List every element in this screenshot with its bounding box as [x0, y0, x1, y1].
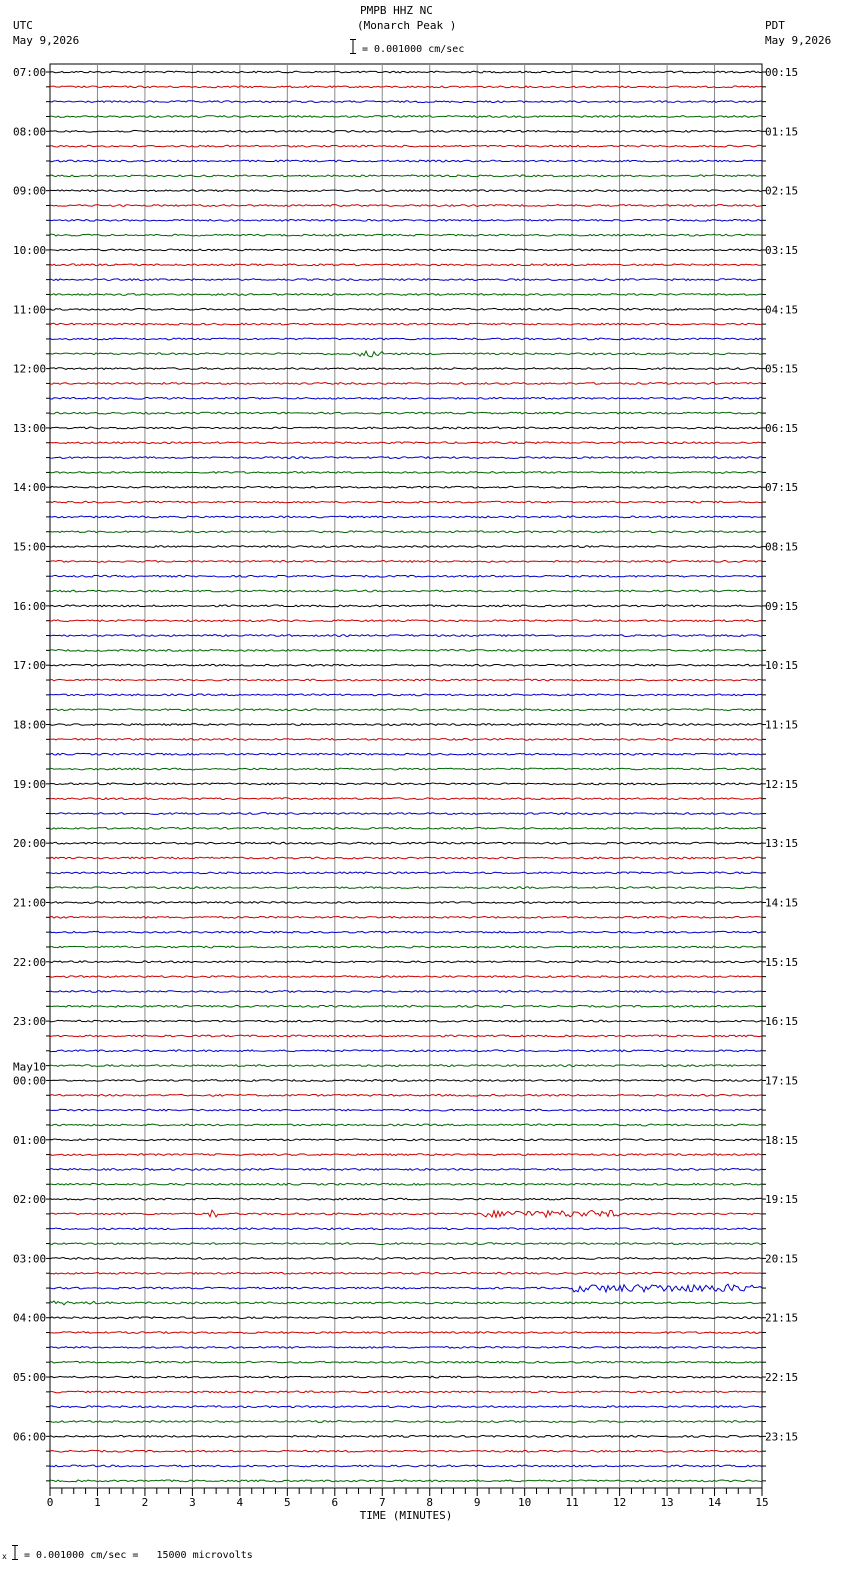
right-hour-label: 00:15	[765, 66, 799, 79]
seismic-trace	[50, 1139, 762, 1141]
seismic-trace	[50, 116, 762, 118]
seismic-trace	[50, 234, 762, 236]
seismic-trace	[50, 679, 762, 681]
seismic-trace	[50, 383, 762, 385]
seismic-trace	[50, 294, 762, 296]
seismic-trace	[50, 813, 762, 815]
seismic-trace	[50, 1317, 762, 1319]
left-hour-label: 09:00	[13, 184, 47, 198]
right-hour-label: 10:15	[765, 659, 799, 673]
seismic-trace	[50, 605, 762, 607]
right-hour-label: 12:15	[765, 777, 799, 791]
x-tick-label: 12	[612, 1496, 627, 1509]
seismic-trace	[50, 575, 762, 577]
seismic-trace	[50, 991, 762, 993]
scale-bar-icon	[350, 39, 356, 55]
seismic-trace	[50, 501, 762, 503]
seismic-trace	[50, 1465, 762, 1467]
seismic-trace	[50, 1421, 762, 1423]
left-hour-label: 10:00	[13, 243, 47, 257]
x-tick-label: 2	[141, 1496, 149, 1509]
footer-marker: x	[2, 1552, 7, 1561]
seismic-trace	[50, 130, 762, 132]
seismic-trace	[50, 1332, 762, 1334]
seismic-trace	[50, 323, 762, 325]
seismic-trace	[50, 412, 762, 414]
seismic-trace	[50, 1284, 762, 1292]
seismic-trace	[50, 427, 762, 429]
left-hour-label: 02:00	[13, 1193, 47, 1207]
right-hour-label: 01:15	[765, 125, 799, 139]
seismic-trace	[50, 709, 762, 711]
right-hour-label: 13:15	[765, 837, 799, 851]
seismic-trace	[50, 1080, 762, 1082]
left-hour-label: 03:00	[13, 1252, 47, 1266]
left-hour-label: 01:00	[13, 1133, 47, 1147]
x-tick-label: 11	[565, 1496, 579, 1509]
left-hour-label: 13:00	[13, 421, 47, 435]
seismic-trace	[50, 264, 762, 266]
seismic-trace	[50, 71, 762, 73]
seismic-trace	[50, 1210, 762, 1217]
seismic-trace	[50, 397, 762, 399]
seismic-trace	[50, 857, 762, 859]
right-hour-label: 06:15	[765, 421, 799, 435]
left-hour-label: 11:00	[13, 303, 47, 317]
seismic-trace	[50, 783, 762, 785]
seismic-trace	[50, 1272, 762, 1274]
x-tick-label: 1	[94, 1496, 101, 1509]
seismic-trace	[50, 1346, 762, 1348]
seismic-trace	[50, 249, 762, 251]
seismic-trace	[50, 887, 762, 889]
footer-scale-text: = 0.001000 cm/sec = 15000 microvolts	[24, 1550, 253, 1561]
right-hour-label: 05:15	[765, 362, 799, 376]
seismic-trace	[50, 279, 762, 281]
seismic-trace	[50, 590, 762, 592]
x-tick-label: 14	[707, 1496, 722, 1509]
seismic-trace	[50, 175, 762, 177]
seismic-trace	[50, 1391, 762, 1393]
seismic-trace	[50, 1301, 762, 1305]
seismic-trace	[50, 649, 762, 651]
seismic-trace	[50, 1124, 762, 1126]
seismic-trace	[50, 205, 762, 207]
footer-scale-bar-icon	[12, 1545, 18, 1561]
right-hour-label: 07:15	[765, 481, 799, 495]
seismic-trace	[50, 1258, 762, 1260]
seismic-trace	[50, 442, 762, 444]
left-hour-label: 22:00	[13, 955, 47, 969]
seismic-trace	[50, 351, 762, 357]
seismic-trace	[50, 531, 762, 533]
seismic-trace	[50, 145, 762, 147]
seismic-trace	[50, 160, 762, 162]
seismic-trace	[50, 827, 762, 829]
seismic-trace	[50, 190, 762, 192]
left-hour-label: 17:00	[13, 659, 47, 673]
left-hour-label: 08:00	[13, 125, 47, 139]
left-hour-label: 20:00	[13, 837, 47, 851]
seismic-trace	[50, 1020, 762, 1022]
x-tick-label: 10	[518, 1496, 532, 1509]
seismic-trace	[50, 1065, 762, 1067]
right-hour-label: 23:15	[765, 1430, 799, 1444]
plot-frame	[50, 64, 762, 1488]
seismic-trace	[50, 1406, 762, 1408]
seismic-trace	[50, 635, 762, 637]
seismic-trace	[50, 1198, 762, 1200]
left-hour-label: 05:00	[13, 1371, 47, 1385]
left-hour-label: 23:00	[13, 1015, 47, 1029]
right-hour-label: 18:15	[765, 1133, 799, 1147]
seismic-trace	[50, 664, 762, 666]
left-hour-label: 15:00	[13, 540, 47, 554]
right-hour-label: 03:15	[765, 243, 799, 257]
seismic-trace	[50, 724, 762, 726]
left-hour-label: 12:00	[13, 362, 47, 376]
seismic-trace	[50, 219, 762, 221]
left-hour-label: 14:00	[13, 481, 47, 495]
x-tick-label: 8	[426, 1496, 434, 1509]
x-tick-label: 0	[46, 1496, 54, 1509]
right-timezone: PDT	[765, 19, 785, 32]
seismic-trace	[50, 931, 762, 933]
right-hour-label: 21:15	[765, 1311, 799, 1325]
x-tick-label: 13	[660, 1496, 674, 1509]
seismic-trace	[50, 1094, 762, 1096]
date-change-label: May10	[13, 1060, 47, 1074]
seismic-trace	[50, 902, 762, 904]
right-hour-label: 19:15	[765, 1193, 799, 1207]
x-tick-label: 4	[236, 1496, 244, 1509]
seismic-trace	[50, 86, 762, 88]
seismic-trace	[50, 1109, 762, 1111]
x-axis-label: TIME (MINUTES)	[359, 1509, 453, 1522]
seismic-trace	[50, 560, 762, 562]
seismic-trace	[50, 1243, 762, 1245]
station-location: (Monarch Peak )	[357, 19, 457, 32]
seismic-trace	[50, 842, 762, 844]
seismic-trace	[50, 546, 762, 548]
right-hour-label: 11:15	[765, 718, 799, 732]
left-hour-label: 16:00	[13, 599, 47, 613]
right-hour-label: 17:15	[765, 1074, 799, 1088]
x-tick-label: 5	[284, 1496, 291, 1509]
seismic-trace	[50, 1183, 762, 1185]
x-tick-label: 3	[189, 1496, 196, 1509]
x-tick-label: 7	[378, 1496, 386, 1509]
seismic-trace	[50, 368, 762, 370]
seismic-trace	[50, 1361, 762, 1363]
station-title: PMPB HHZ NC	[360, 4, 433, 17]
left-timezone: UTC	[13, 19, 33, 32]
seismic-trace	[50, 798, 762, 800]
seismic-trace	[50, 738, 762, 740]
x-tick-label: 6	[331, 1496, 339, 1509]
left-hour-label: 21:00	[13, 896, 47, 910]
seismic-trace	[50, 768, 762, 770]
right-hour-label: 09:15	[765, 599, 799, 613]
right-hour-label: 20:15	[765, 1252, 799, 1266]
seismic-trace	[50, 1228, 762, 1230]
seismic-trace	[50, 976, 762, 978]
seismic-trace	[50, 916, 762, 918]
scale-text: = 0.001000 cm/sec	[362, 44, 465, 55]
right-hour-label: 04:15	[765, 303, 799, 317]
left-hour-label: 18:00	[13, 718, 47, 732]
seismic-trace	[50, 1005, 762, 1007]
seismic-trace	[50, 1035, 762, 1037]
x-tick-label: 9	[473, 1496, 481, 1509]
seismic-trace	[50, 472, 762, 474]
seismic-trace	[50, 1050, 762, 1052]
seismic-trace	[50, 753, 762, 755]
seismic-trace	[50, 694, 762, 696]
right-date: May 9,2026	[765, 34, 832, 47]
seismic-trace	[50, 516, 762, 518]
right-hour-label: 14:15	[765, 896, 799, 910]
seismic-trace	[50, 961, 762, 963]
seismic-trace	[50, 1480, 762, 1482]
seismic-trace	[50, 457, 762, 459]
x-tick-label: 15	[755, 1496, 769, 1509]
right-hour-label: 02:15	[765, 184, 799, 198]
seismic-trace	[50, 1169, 762, 1171]
right-hour-label: 22:15	[765, 1371, 799, 1385]
left-hour-label: 07:00	[13, 66, 47, 79]
seismic-trace	[50, 946, 762, 948]
seismic-trace	[50, 1376, 762, 1378]
left-hour-label: 00:00	[13, 1074, 47, 1088]
right-hour-label: 16:15	[765, 1015, 799, 1029]
left-hour-label: 04:00	[13, 1311, 47, 1325]
seismic-trace	[50, 1450, 762, 1452]
seismic-trace	[50, 101, 762, 103]
seismic-trace	[50, 620, 762, 622]
seismic-trace	[50, 1154, 762, 1156]
seismic-trace	[50, 872, 762, 874]
left-hour-label: 19:00	[13, 777, 47, 791]
seismic-trace	[50, 338, 762, 340]
right-hour-label: 15:15	[765, 955, 799, 969]
seismic-trace	[50, 308, 762, 310]
left-date: May 9,2026	[13, 34, 80, 47]
seismic-trace	[50, 1435, 762, 1437]
seismic-trace	[50, 486, 762, 488]
right-hour-label: 08:15	[765, 540, 799, 554]
left-hour-label: 06:00	[13, 1430, 47, 1444]
